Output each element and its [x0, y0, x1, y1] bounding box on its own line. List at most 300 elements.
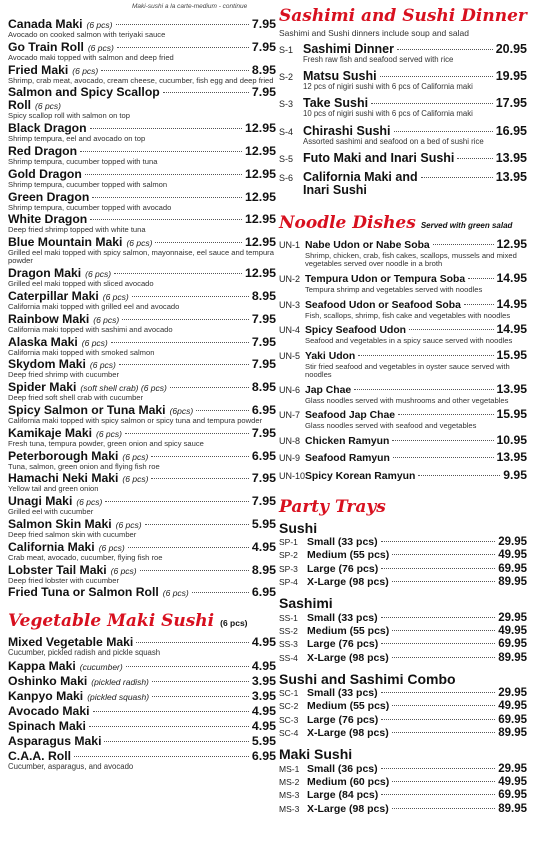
item-name: Nabe Udon or Nabe Soba — [305, 240, 430, 252]
item-code: SP-4 — [279, 577, 298, 588]
item-description: Spicy scallop roll with salmon on top — [8, 111, 130, 121]
item-note: (6 pcs) — [81, 337, 108, 348]
item-name: Tempura Udon or Tempura Soba — [305, 274, 466, 286]
item-row — [8, 426, 276, 440]
leader-dots — [392, 440, 493, 441]
item-row — [8, 335, 276, 349]
item-code: UN-4 — [279, 325, 301, 336]
page-tagline: Maki-sushi a la carte-medium - continue — [132, 3, 248, 10]
item-price: 15.95 — [496, 407, 527, 422]
item-price: 7.95 — [251, 334, 276, 349]
menu-item — [279, 563, 527, 576]
item-description: Yellow tail and green onion — [8, 484, 99, 494]
item-name: Lobster Tail Maki — [8, 562, 107, 577]
item-name: Skydom Maki — [8, 357, 86, 372]
menu-item — [8, 63, 276, 85]
menu-item — [8, 403, 276, 425]
leader-dots — [105, 501, 249, 502]
item-row — [8, 380, 276, 394]
item-name: X-Large (98 pcs) — [307, 802, 389, 815]
leader-dots — [457, 158, 492, 159]
item-description: Assorted sashimi and seafood on a bed of sushi rice — [303, 136, 484, 146]
item-description: California maki topped with smoked salmon — [8, 347, 155, 357]
item-price: 29.95 — [498, 535, 527, 548]
menu-item — [8, 494, 276, 516]
menu-item — [279, 151, 527, 165]
item-name: Green Dragon — [8, 189, 90, 204]
item-price: 89.95 — [498, 802, 527, 815]
item-description: California maki topped with grilled eel and avocado — [8, 301, 180, 311]
item-row — [8, 749, 276, 763]
menu-item — [8, 659, 276, 673]
menu-item — [279, 468, 527, 483]
item-row — [8, 167, 276, 181]
item-row — [8, 312, 276, 326]
left-column — [8, 0, 276, 771]
menu-item — [8, 689, 276, 703]
menu-item — [8, 357, 276, 379]
menu-item — [279, 576, 527, 589]
item-code: SS-3 — [279, 639, 298, 650]
item-row — [279, 652, 527, 665]
item-row — [279, 433, 527, 448]
item-name: Spider Maki — [8, 380, 77, 395]
item-name: Seafood Jap Chae — [305, 410, 396, 422]
item-note: (6 pcs) — [85, 269, 112, 280]
menu-item — [279, 625, 527, 638]
item-row — [279, 237, 527, 252]
leader-dots — [392, 808, 496, 809]
item-price: 7.95 — [251, 425, 276, 440]
item-note: (6 pcs) — [122, 451, 149, 462]
item-code: UN-10 — [279, 470, 306, 481]
item-name: Hamachi Neki Maki — [8, 471, 119, 486]
item-price: 4.95 — [251, 718, 276, 733]
menu-item — [279, 450, 527, 465]
item-code: UN-1 — [279, 240, 301, 251]
menu-item — [8, 121, 276, 143]
item-name: Dragon Maki — [8, 266, 82, 281]
item-name: Go Train Roll — [8, 39, 84, 54]
item-name: Medium (55 pcs) — [307, 549, 390, 562]
item-price: 12.95 — [496, 237, 527, 252]
item-price: 29.95 — [498, 611, 527, 624]
leader-dots — [92, 197, 242, 198]
item-price: 4.95 — [251, 703, 276, 718]
leader-dots — [392, 657, 496, 658]
item-note: (6 pcs) — [89, 360, 116, 371]
item-name: Matsu Sushi — [303, 69, 377, 83]
item-code: SS-2 — [279, 625, 298, 636]
item-name: Peterborough Maki — [8, 448, 119, 463]
tray-group-title: Sushi — [279, 519, 318, 536]
item-description: Crab meat, avocado, cucumber, flying fish roe — [8, 552, 163, 562]
item-price: 12.95 — [244, 189, 276, 204]
item-price: 4.95 — [251, 539, 276, 554]
item-row — [8, 674, 276, 688]
item-price: 12.95 — [244, 212, 276, 227]
item-price: 7.95 — [251, 494, 276, 509]
item-row — [279, 124, 527, 138]
item-note: (6 pcs) — [102, 291, 129, 302]
leader-dots — [90, 219, 242, 220]
item-row — [279, 536, 527, 549]
leader-dots — [192, 592, 249, 593]
leader-dots — [397, 49, 493, 50]
item-price: 7.95 — [251, 471, 276, 486]
menu-item — [279, 549, 527, 562]
menu-item — [8, 674, 276, 688]
menu-item — [279, 322, 527, 345]
item-price: 6.95 — [251, 748, 276, 763]
item-name: Rainbow Maki — [8, 311, 90, 326]
item-row — [8, 540, 276, 554]
menu-item — [8, 40, 276, 62]
item-name: Large (76 pcs) — [307, 638, 379, 651]
item-description: Grilled eel maki topped with sliced avocado — [8, 279, 154, 289]
item-row — [279, 348, 527, 363]
item-price: 12.95 — [244, 266, 276, 281]
item-name: X-Large (98 pcs) — [307, 651, 389, 664]
item-note: (cucumber) — [79, 661, 123, 672]
item-code: MS-2 — [279, 777, 300, 788]
item-description: Tempura shrimp and vegetables served with noodles — [305, 285, 483, 295]
leader-dots — [392, 732, 496, 733]
leader-dots — [381, 617, 496, 618]
item-price: 89.95 — [498, 651, 527, 664]
leader-dots — [381, 541, 496, 542]
section-title: Sashimi and Sushi Dinner — [279, 6, 527, 26]
leader-dots — [155, 242, 242, 243]
leader-dots — [114, 273, 242, 274]
item-code: UN-7 — [279, 410, 301, 421]
item-row — [279, 549, 527, 562]
item-description: Glass noodles served with seafood and vegetables — [305, 421, 477, 431]
item-row — [8, 403, 276, 417]
item-row — [279, 727, 527, 740]
item-description: Shrimp, crab meat, avocado, cream cheese, cucumber, fish egg and deep fried — [8, 75, 274, 85]
item-name: Medium (55 pcs) — [307, 624, 390, 637]
item-row — [279, 151, 527, 165]
item-price: 49.95 — [498, 624, 527, 637]
item-description: Shrimp, chicken, crab, fish cakes, scallops, mussels and mixed vegetables served over noodle in a broth — [305, 251, 517, 269]
menu-item — [8, 380, 276, 402]
item-name: Kanpyo Maki — [8, 688, 84, 703]
item-code: UN-9 — [279, 453, 301, 464]
item-note: (6pcs) — [169, 405, 194, 416]
item-name: Gold Dragon — [8, 166, 82, 181]
item-row — [279, 170, 527, 184]
item-name: Canada Maki — [8, 17, 83, 31]
item-description: Fresh tuna, tempura powder, green onion and spicy sauce — [8, 438, 204, 448]
item-price: 69.95 — [498, 713, 527, 726]
menu-item — [279, 727, 527, 740]
item-name: Kappa Maki — [8, 658, 76, 673]
item-name: X-Large (98 pcs) — [307, 727, 389, 740]
item-row — [279, 297, 527, 312]
item-price: 14.95 — [496, 296, 527, 311]
item-name: Caterpillar Maki — [8, 288, 99, 303]
item-price: 7.95 — [251, 17, 276, 31]
item-price: 3.95 — [251, 673, 276, 688]
item-name: Large (84 pcs) — [307, 789, 379, 802]
item-price: 17.95 — [495, 96, 527, 111]
item-price: 89.95 — [498, 576, 527, 589]
item-description: Cucumber, asparagus, and avocado — [8, 761, 134, 771]
leader-dots — [151, 478, 248, 479]
item-description: Deep fried shrimp with cucumber — [8, 370, 119, 380]
leader-dots — [398, 414, 493, 415]
item-note: (6 pcs) — [162, 588, 189, 599]
item-price: 9.95 — [503, 467, 527, 482]
item-name: Take Sushi — [303, 96, 369, 111]
item-price: 4.95 — [251, 635, 276, 650]
item-code: UN-3 — [279, 299, 301, 310]
item-price: 3.95 — [251, 688, 276, 703]
item-price: 15.95 — [496, 347, 527, 362]
item-code: S-1 — [279, 44, 294, 55]
item-code: SP-2 — [279, 550, 298, 561]
item-note: (6 pcs) — [72, 65, 99, 76]
item-code: UN-8 — [279, 435, 301, 446]
item-description: Seafood and vegetables in a spicy sauce served with noodles — [305, 336, 513, 346]
item-note: (6 pcs) — [110, 565, 137, 576]
item-price: 69.95 — [498, 789, 527, 802]
menu-item — [279, 612, 527, 625]
item-row — [279, 382, 527, 397]
leader-dots — [104, 741, 248, 742]
item-description: Shrimp tempura, cucumber topped with tuna — [8, 156, 158, 166]
section-note: Served with green salad — [420, 221, 513, 231]
item-price: 6.95 — [251, 448, 276, 463]
leader-dots — [371, 103, 493, 104]
menu-item — [279, 170, 527, 197]
item-description: California maki topped with sashimi and avocado — [8, 324, 173, 334]
menu-item — [8, 585, 276, 599]
leader-dots — [85, 174, 242, 175]
leader-dots — [468, 278, 493, 279]
item-price: 13.95 — [496, 450, 527, 465]
menu-item — [8, 144, 276, 166]
menu-item — [279, 638, 527, 651]
item-description: Deep fried shrimp topped with white tuna — [8, 225, 146, 235]
vegetable-maki-section — [8, 611, 276, 771]
leader-dots — [122, 319, 249, 320]
item-name-continued: Inari Sushi — [303, 183, 367, 198]
item-name: California Maki and — [303, 170, 418, 185]
item-row — [8, 704, 276, 718]
item-name: California Maki — [8, 539, 95, 554]
item-name: Yaki Udon — [305, 350, 356, 362]
item-code: MS-3 — [279, 790, 300, 801]
leader-dots — [136, 642, 249, 643]
item-price: 14.95 — [496, 271, 527, 286]
item-row — [279, 271, 527, 286]
leader-dots — [89, 726, 249, 727]
menu-item — [8, 266, 276, 288]
menu-item — [279, 536, 527, 549]
item-row — [8, 266, 276, 280]
menu-item — [8, 289, 276, 311]
menu-item — [8, 517, 276, 539]
leader-dots — [381, 692, 496, 693]
item-price: 12.95 — [244, 121, 276, 136]
item-row — [8, 635, 276, 649]
item-code: UN-5 — [279, 350, 301, 361]
item-row — [8, 40, 276, 54]
menu-item — [279, 237, 527, 268]
item-row — [279, 563, 527, 576]
item-price: 14.95 — [496, 322, 527, 337]
item-row — [279, 789, 527, 802]
item-note: (6 pcs) — [115, 519, 142, 530]
item-name: Seafood Udon or Seafood Soba — [305, 299, 461, 311]
menu-item — [279, 297, 527, 320]
item-name: Chicken Ramyun — [305, 435, 390, 447]
item-note: (pickled squash) — [87, 691, 150, 702]
item-description: 10 pcs of nigiri sushi with 6 pcs of California maki — [303, 109, 473, 119]
item-row — [8, 357, 276, 371]
item-row — [8, 289, 276, 303]
item-code: S-6 — [279, 173, 294, 184]
menu-item — [279, 348, 527, 379]
leader-dots — [393, 457, 494, 458]
item-row — [8, 17, 276, 31]
item-name: Spicy Korean Ramyun — [305, 470, 416, 482]
section-title: Noodle Dishes — [279, 213, 416, 234]
leader-dots — [354, 389, 493, 390]
item-row — [279, 625, 527, 638]
leader-dots — [196, 410, 249, 411]
item-row — [8, 734, 276, 748]
item-row — [8, 449, 276, 463]
leader-dots — [392, 581, 496, 582]
leader-dots — [464, 304, 494, 305]
item-name: Small (33 pcs) — [307, 687, 378, 700]
leader-dots — [140, 570, 249, 571]
item-name: Large (76 pcs) — [307, 562, 379, 575]
item-price: 8.95 — [251, 288, 276, 303]
item-price: 16.95 — [495, 123, 527, 138]
leader-dots — [152, 696, 249, 697]
item-price: 13.95 — [496, 381, 527, 396]
item-code: SS-4 — [279, 652, 298, 663]
item-description: Grilled eel maki topped with spicy salmon, mayonnaise, eel sauce and tempura powder — [8, 248, 274, 266]
menu-item — [8, 635, 276, 657]
tray-group-title: Sushi and Sashimi Combo — [279, 670, 456, 687]
tray-group-title: Maki Sushi — [279, 746, 353, 763]
item-note: (6 pcs) — [87, 42, 114, 53]
item-name: Black Dragon — [8, 121, 87, 136]
item-code: MS-3 — [279, 803, 300, 814]
leader-dots — [392, 554, 495, 555]
item-price: 19.95 — [495, 69, 527, 83]
item-description: Shrimp tempura, cucumber topped with avocado — [8, 202, 172, 212]
item-price: 13.95 — [495, 151, 527, 166]
leader-dots — [119, 364, 249, 365]
item-code: UN-2 — [279, 274, 301, 285]
item-code: S-4 — [279, 126, 294, 137]
item-name: Salmon and Spicy Scallop — [8, 85, 160, 100]
leader-dots — [128, 547, 249, 548]
item-row — [279, 776, 527, 789]
menu-item — [8, 85, 276, 120]
item-price: 8.95 — [251, 562, 276, 577]
item-row — [279, 700, 527, 713]
item-row — [279, 763, 527, 776]
item-price: 89.95 — [498, 727, 527, 740]
leader-dots — [74, 756, 249, 757]
menu-item — [279, 652, 527, 665]
item-price: 20.95 — [495, 41, 527, 56]
item-name: Chirashi Sushi — [303, 123, 391, 138]
item-price: 7.95 — [251, 357, 276, 372]
leader-dots — [152, 681, 249, 682]
item-row — [279, 687, 527, 700]
leader-dots — [358, 355, 493, 356]
item-name: Oshinko Maki — [8, 673, 88, 688]
leader-dots — [132, 296, 249, 297]
menu-item — [8, 335, 276, 357]
item-price: 29.95 — [498, 687, 527, 700]
item-note: (6 pcs) — [76, 497, 103, 508]
menu-item — [279, 789, 527, 802]
item-name: Spicy Seafood Udon — [305, 325, 407, 337]
item-row — [8, 563, 276, 577]
item-code: SP-1 — [279, 536, 298, 547]
item-description: Fish, scallops, shrimp, fish cake and vegetables with noodles — [305, 310, 511, 320]
leader-dots — [381, 768, 496, 769]
item-price: 7.95 — [251, 85, 276, 100]
item-price: 6.95 — [251, 402, 276, 417]
menu-item — [279, 69, 527, 91]
leader-dots — [151, 456, 249, 457]
item-row — [279, 638, 527, 651]
item-name: Salmon Skin Maki — [8, 516, 112, 531]
menu-item — [279, 803, 527, 816]
party-trays-section — [279, 497, 527, 816]
leader-dots — [145, 524, 249, 525]
menu-item — [8, 540, 276, 562]
item-price: 10.95 — [496, 432, 527, 447]
item-note: (pickled radish) — [91, 676, 149, 687]
leader-dots — [381, 794, 495, 795]
item-name: Alaska Maki — [8, 334, 78, 349]
item-row — [8, 190, 276, 204]
item-name: Spinach Maki — [8, 718, 86, 733]
item-note: (6 pcs) — [86, 20, 113, 30]
item-code: SS-1 — [279, 612, 298, 623]
menu-item — [279, 763, 527, 776]
item-row — [8, 63, 276, 77]
item-name: Blue Mountain Maki — [8, 235, 123, 250]
leader-dots — [418, 475, 500, 476]
item-note: (soft shell crab) (6 pcs) — [80, 383, 167, 394]
item-name: Futo Maki and Inari Sushi — [303, 151, 455, 166]
menu-item — [8, 719, 276, 733]
item-name: Medium (60 pcs) — [307, 776, 390, 789]
leader-dots — [392, 630, 495, 631]
menu-item — [8, 734, 276, 748]
item-name: Avocado Maki — [8, 703, 90, 718]
item-row — [8, 144, 276, 158]
item-row — [8, 719, 276, 733]
item-code: S-5 — [279, 154, 294, 165]
leader-dots — [381, 643, 495, 644]
item-price: 4.95 — [251, 658, 276, 673]
section-header — [8, 611, 276, 631]
item-name: Jap Chae — [305, 384, 352, 396]
